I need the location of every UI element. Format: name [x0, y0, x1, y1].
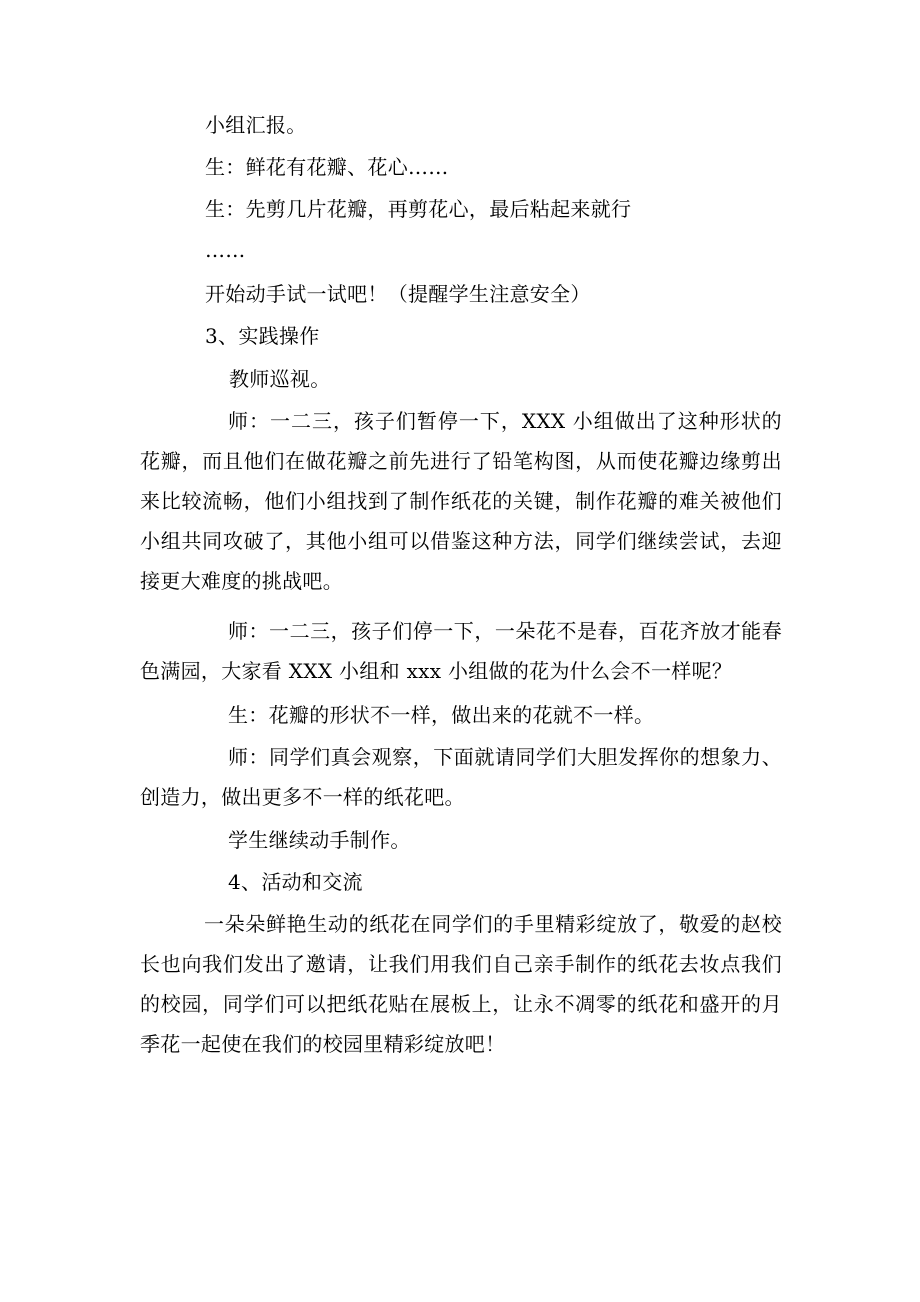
line-student-answer-2: 生：先剪几片花瓣，再剪花心，最后粘起来就行: [205, 197, 632, 221]
paragraph-teacher-remark-3: 师：同学们真会观察，下面就请同学们大胆发挥你的想象力、创造力，做出更多不一样的纸花吧。: [140, 745, 782, 809]
line-start-hands-on: 开始动手试一试吧！（提醒学生注意安全）: [205, 282, 591, 306]
paragraph-students-continue: 学生继续动手制作。: [228, 828, 411, 852]
heading-practice: 3、实践操作: [205, 324, 320, 348]
paragraph-teacher-remark-1: 师：一二三，孩子们暂停一下，XXX 小组做出了这种形状的花瓣，而且他们在做花瓣之前先进行了铅笔构图，从而使花瓣边缘剪出来比较流畅，他们小组找到了制作纸花的关键，制作花瓣的难关被他们小组共同攻破了，其他小组可以借鉴这种方法，同学们继续尝试，去迎接更大难度的挑战吧。: [140, 409, 782, 593]
paragraph-student-remark: 生：花瓣的形状不一样，做出来的花就不一样。: [228, 703, 655, 727]
line-group-report: 小组汇报。: [205, 113, 307, 137]
heading-activity-exchange: 4、活动和交流: [228, 870, 363, 894]
paragraph-teacher-remark-2: 师：一二三，孩子们停一下，一朵花不是春，百花齐放才能春色满园，大家看 XXX 小组和 xxx 小组做的花为什么会不一样呢？: [140, 619, 782, 683]
paragraph-closing: 一朵朵鲜艳生动的纸花在同学们的手里精彩绽放了，敬爱的赵校长也向我们发出了邀请，让我们用我们自己亲手制作的纸花去妆点我们的校园，同学们可以把纸花贴在展板上，让永不凋零的纸花和盛开的月季花一起使在我们的校园里精彩绽放吧！: [140, 912, 782, 1056]
line-teacher-patrol: 教师巡视。: [229, 367, 331, 391]
line-student-answer-1: 生：鲜花有花瓣、花心……: [205, 155, 449, 179]
line-ellipsis: ……: [205, 238, 246, 262]
